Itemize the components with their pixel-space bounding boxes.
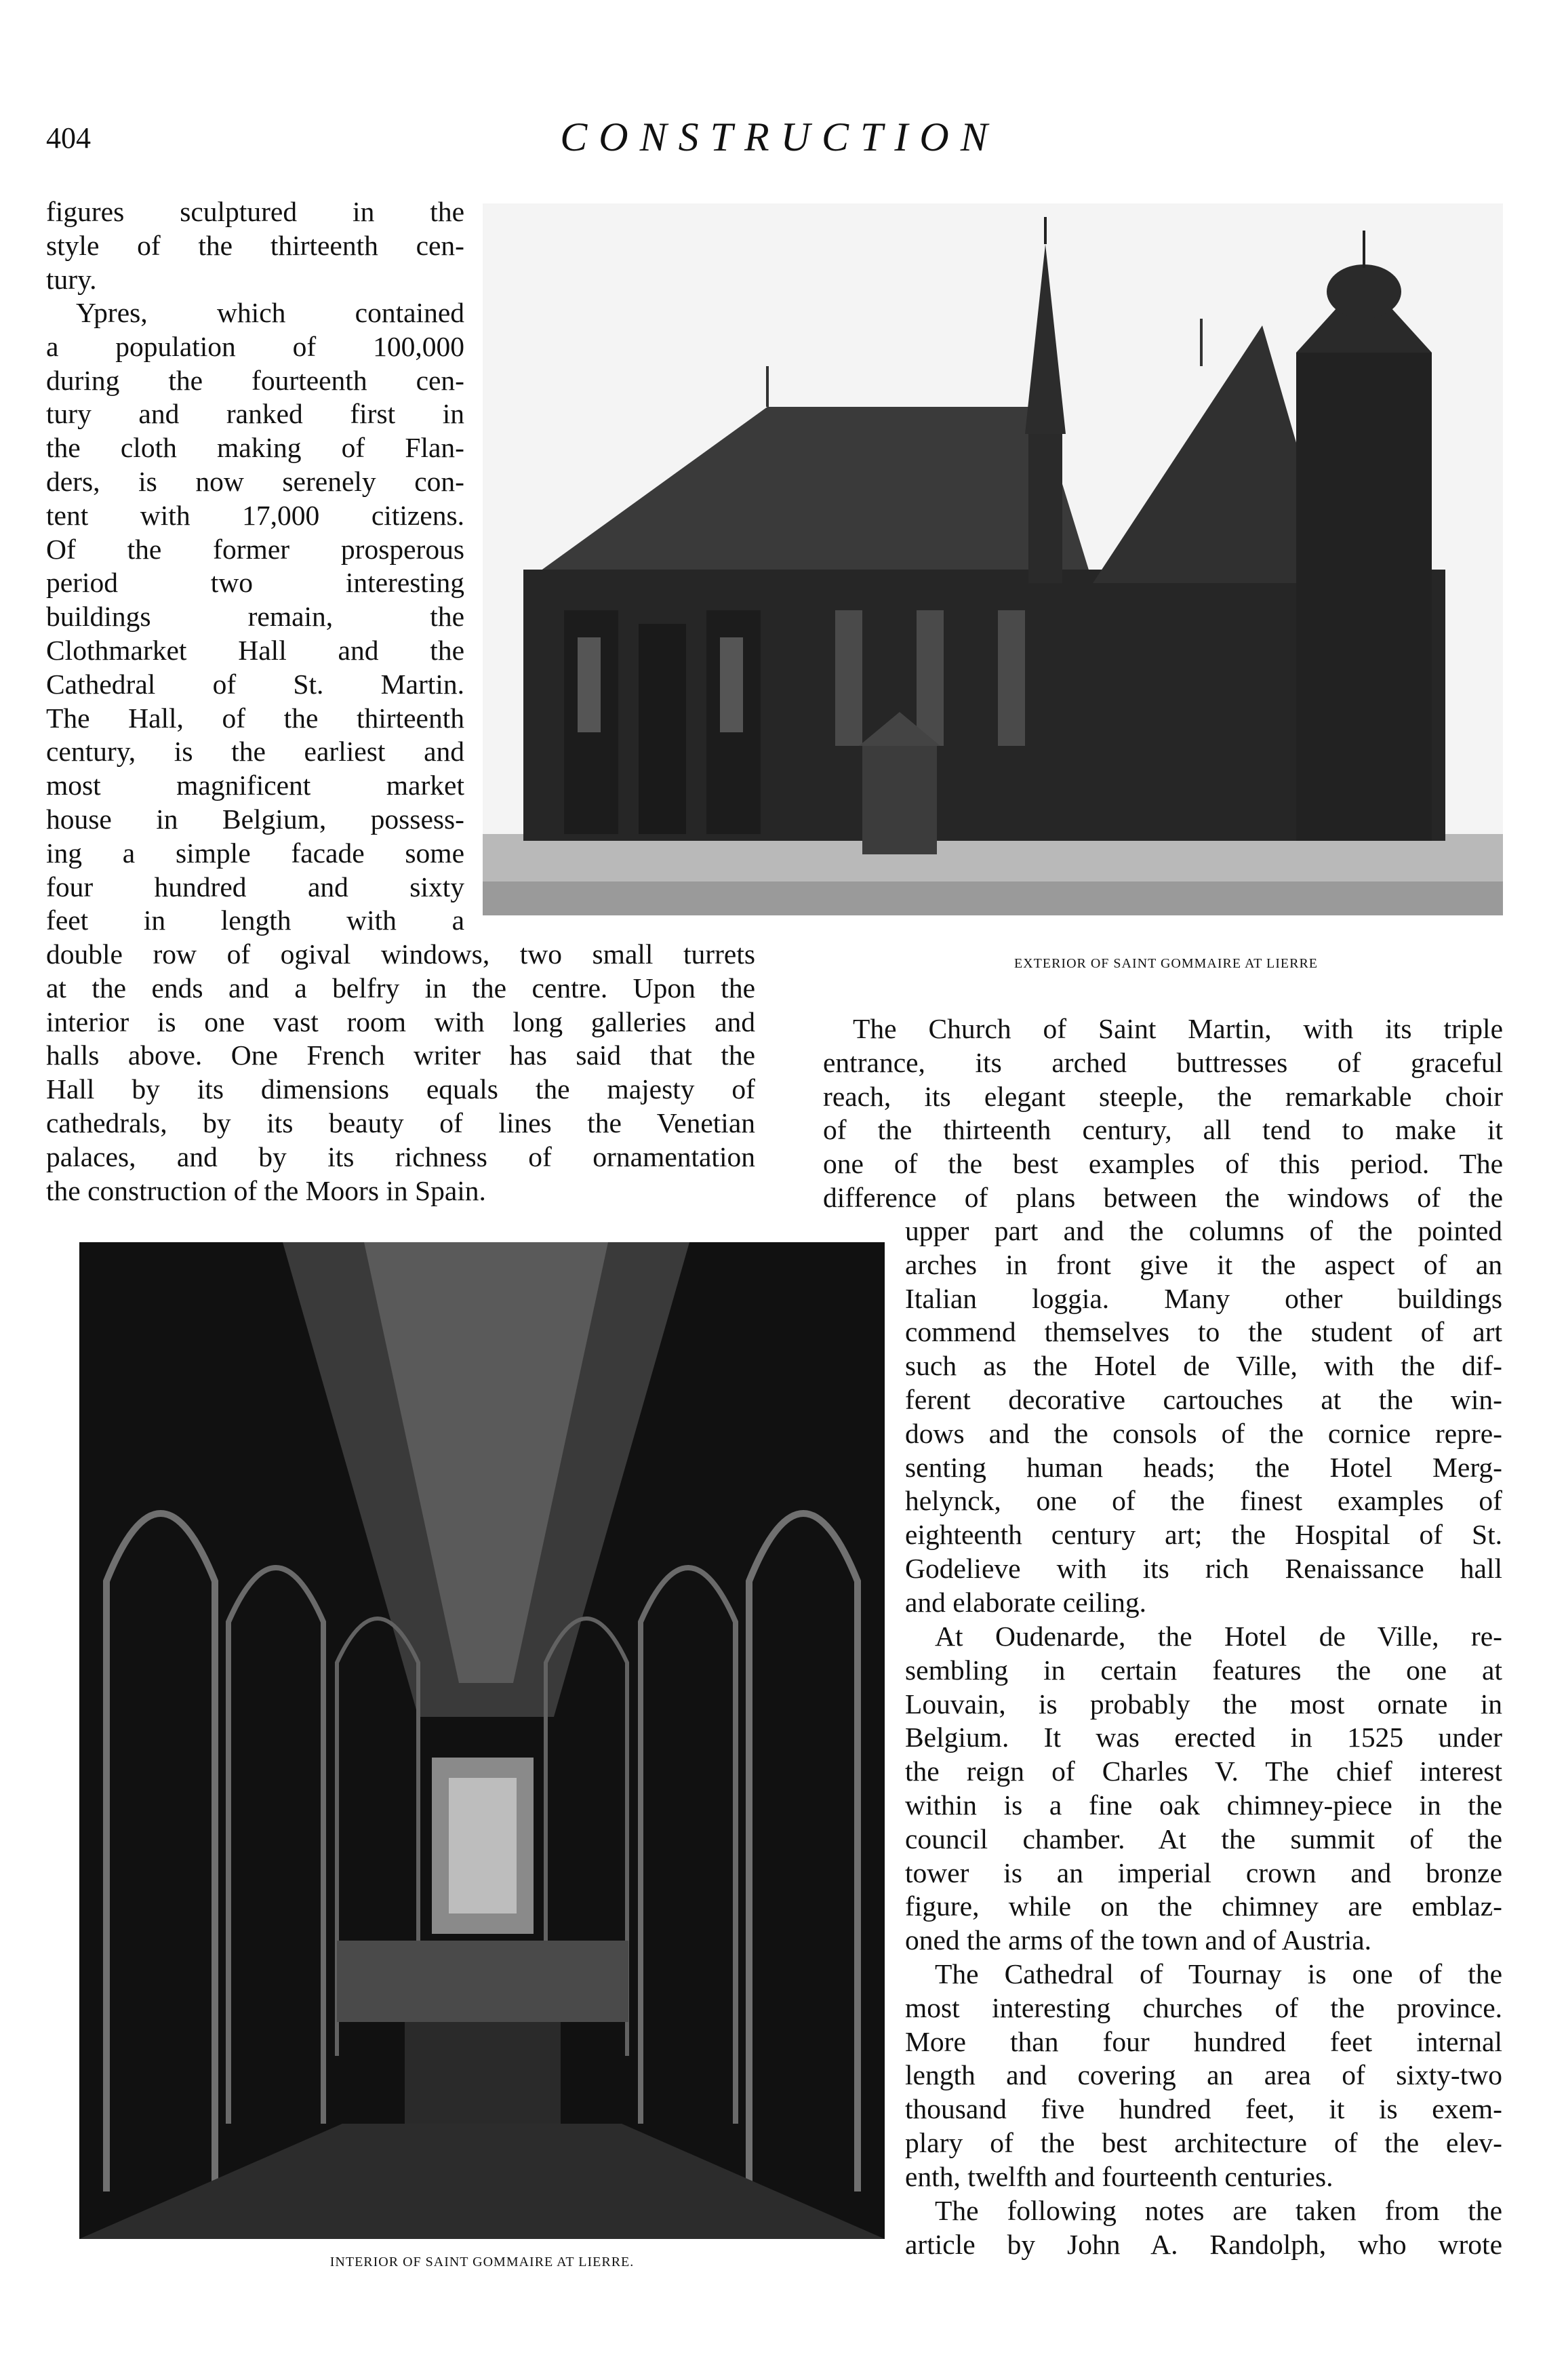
text-line: Italian loggia. Many other buildings [905,1282,1502,1314]
text-line: enth, twelfth and fourteenth centuries. [905,2160,1333,2192]
exterior-photo-caption: EXTERIOR OF SAINT GOMMAIRE AT LIERRE [1013,956,1319,971]
text-line: figures sculptured in the [46,196,464,227]
text-line: a population of 100,000 [46,330,464,362]
text-line: Hall by its dimensions equals the majesty of [46,1073,755,1105]
text-line: entrance, its arched buttresses of graceful [823,1046,1503,1078]
text-line: More than four hundred feet internal [905,2025,1502,2057]
text-line: cathedrals, by its beauty of lines the Venetian [46,1107,755,1138]
text-line: and elaborate ceiling. [905,1586,1147,1618]
text-line: Louvain, is probably the most ornate in [905,1688,1502,1720]
text-line: style of the thirteenth cen- [46,229,464,261]
text-line: oned the arms of the town and of Austria. [905,1924,1372,1956]
text-line: difference of plans between the windows of the [823,1181,1503,1213]
interior-cathedral-photo [79,1242,885,2239]
text-line: tower is an imperial crown and bronze [905,1857,1502,1888]
text-line: upper part and the columns of the pointed [905,1215,1502,1246]
text-line: thousand five hundred feet, it is exem- [905,2093,1502,2125]
text-line: article by John A. Randolph, who wrote [905,2228,1502,2260]
text-line: ferent decorative cartouches at the win- [905,1383,1502,1415]
text-line: Of the former prosperous [46,533,464,565]
text-line: Ypres, which contained [76,297,464,328]
text-line: helynck, one of the finest examples of [905,1485,1502,1517]
text-line: within is a fine oak chimney-piece in the [905,1789,1502,1821]
text-line: at the ends and a belfry in the centre. Upon the [46,972,755,1004]
text-line: The Church of Saint Martin, with its triple [853,1013,1503,1044]
text-line: four hundred and sixty [46,871,464,903]
text-line: century, is the earliest and [46,736,464,768]
text-line: such as the Hotel de Ville, with the dif- [905,1350,1502,1382]
text-line: during the fourteenth cen- [46,364,464,396]
text-line: ing a simple facade some [46,837,464,869]
text-line: palaces, and by its richness of ornamentation [46,1141,755,1172]
text-line: most interesting churches of the province. [905,1991,1502,2023]
text-line: length and covering an area of sixty-two [905,2059,1502,2091]
text-line: feet in length with a [46,905,464,936]
text-line: the reign of Charles V. The chief interest [905,1756,1502,1787]
text-line: most magnificent market [46,770,464,801]
text-line: commend themselves to the student of art [905,1316,1502,1348]
text-line: council chamber. At the summit of the [905,1823,1502,1855]
text-line: one of the best examples of this period. The [823,1148,1503,1180]
paragraph-saint-martin-continued [905,1214,1502,1620]
text-line: The following notes are taken from the [935,2195,1502,2226]
text-line: period two interesting [46,567,464,599]
text-line: senting human heads; the Hotel Merg- [905,1451,1502,1483]
text-line: eighteenth century art; the Hospital of St. [905,1519,1502,1551]
text-line: halls above. One French writer has said that the [46,1039,755,1071]
paragraph-saint-martin [823,1012,1503,1215]
text-line: figure, while on the chimney are emblaz- [905,1890,1502,1922]
text-line: ders, is now serenely con- [46,465,464,497]
text-line: double row of ogival windows, two small turrets [46,938,755,970]
text-line: interior is one vast room with long galleries and [46,1006,755,1037]
running-title: CONSTRUCTION [560,115,999,159]
text-line: tent with 17,000 citizens. [46,499,464,531]
text-line: Cathedral of St. Martin. [46,668,464,700]
paragraph-tournay [905,1958,1502,2194]
text-line: The Hall, of the thirteenth [46,702,464,734]
text-line: reach, its elegant steeple, the remarkable choir [823,1080,1503,1112]
paragraph-oudenarde [905,1620,1502,1958]
text-line: The Cathedral of Tournay is one of the [935,1958,1502,1989]
text-line: of the thirteenth century, all tend to make it [823,1114,1503,1146]
exterior-cathedral-photo [483,203,1503,915]
text-line: tury. [46,263,97,295]
text-line: Godelieve with its rich Renaissance hall [905,1552,1502,1584]
text-line: dows and the consols of the cornice repre- [905,1417,1502,1449]
text-line: plary of the best architecture of the elev- [905,2126,1502,2158]
page-number: 404 [46,121,91,155]
interior-photo-caption: INTERIOR OF SAINT GOMMAIRE AT LIERRE. [329,2255,635,2269]
paragraph-ypres-continued [46,938,755,1208]
text-line: house in Belgium, possess- [46,803,464,835]
text-line: arches in front give it the aspect of an [905,1248,1502,1280]
text-line: sembling in certain features the one at [905,1654,1502,1686]
text-line: Belgium. It was erected in 1525 under [905,1722,1502,1753]
text-line: At Oudenarde, the Hotel de Ville, re- [935,1621,1502,1652]
text-line: the construction of the Moors in Spain. [46,1174,486,1206]
text-line: buildings remain, the [46,601,464,633]
paragraph-figures [46,195,464,296]
text-line: the cloth making of Flan- [46,432,464,464]
text-line: tury and ranked first in [46,398,464,430]
paragraph-ypres [46,296,464,938]
paragraph-following [905,2194,1502,2262]
text-line: Clothmarket Hall and the [46,634,464,666]
